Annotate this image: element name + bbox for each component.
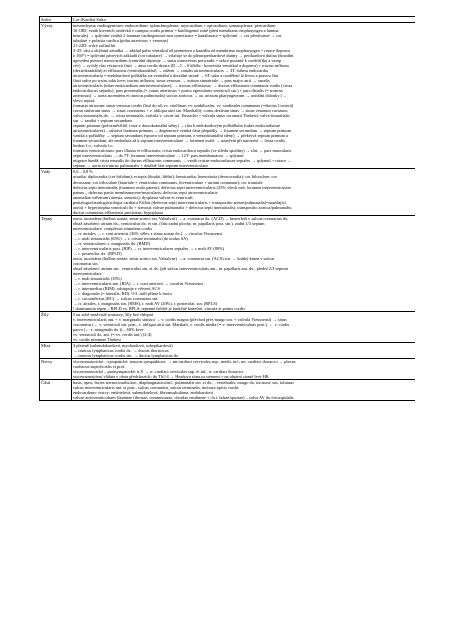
content-line: foramen secundum, ale nedorůstá až k septum interventriculare → foramen ovale → uzavření při narození → fossa ovalis, bbox=[73, 138, 286, 144]
heart-table bbox=[39, 16, 415, 401]
content-line: aorta, ascendens (bulbus aortae, sinus aortici sin. Valsalvae) → a. coronaria sin. (ACS) sin. → krátký kmen v sulcus bbox=[73, 255, 275, 261]
content-line: části srdce po srstru toku krve: tractus influxus: sinus venosus → ostium sinuatriale → pars major atrii → canalis bbox=[73, 78, 270, 84]
section-label: Vady bbox=[40, 169, 72, 215]
section-row bbox=[40, 380, 416, 401]
content-line: vv. cordis minimae Thebesi bbox=[73, 336, 121, 342]
section-row bbox=[40, 359, 416, 380]
content-line: v. interventricularis ant. + v. marginalis sinistra → v. cordis magna (přechod přes margo sin. + valvula Vieussensi) → sinus bbox=[73, 316, 287, 322]
section-content bbox=[72, 215, 416, 311]
content-line: defectus septi interatrialis (foramen ovale patens); defectus septi interventricularis (25% všech vad; foramen interventriculare bbox=[73, 184, 291, 190]
content-line: → truncus lymphaticus cordis dx. → ductus thoracicus bbox=[73, 348, 169, 354]
content-line: obtaž zásobení: atrium sin., ventriculus sin. et dx. (při sulcus interventricularis ant., m. papillaris ant. dx., přední 2/3 septum bbox=[73, 265, 288, 271]
section-row bbox=[40, 343, 416, 359]
content-line: anomaliae valvarum (atresia, stenosis); dysplasia valvae et ventriculi; bbox=[73, 194, 194, 200]
content-line: sulcus interventricularis ant. et post., sulcus coronarius, sulcus terminalis, incisura apicis cordis bbox=[73, 385, 239, 391]
section-label: Vývoj bbox=[40, 23, 72, 169]
content-line: 0,6 – 0,8 % bbox=[73, 169, 93, 175]
section-row bbox=[40, 311, 416, 342]
document-page bbox=[39, 16, 415, 622]
content-line: ! dominancia tepen – RPLD vs. RPLS; tepenné řečiště je funkčně konečné, vincula et points cordis bbox=[73, 305, 245, 311]
content-line: ductus communis effluxionis persistens; hypoplasia bbox=[73, 209, 163, 215]
content-line: o 160°) = splývání párových základů (cor tubulare) → vtlačuje se do pleuroperikardové dutiny → perikardová dutina (dorzální bbox=[73, 53, 294, 59]
content-line: aorta, ascendens (bulbus aortae, sinus aortici sin. Valsalvae) → a. coronaria dx. (ACD) → kmen leží v sulcus coronarius dx, bbox=[73, 215, 289, 221]
content-line: coronarius sin. bbox=[73, 260, 99, 266]
content-line: → rr. atriales → r. coni arteriosi (36% vělev z sinus aortae dx.) → circulus Vieussensi bbox=[73, 230, 222, 236]
content-line: pentalogia/tetralogia/trilogia cardiaca Falloti (defectus septi interventricularis + transpositio aortae/pulmonalis(=nasedající bbox=[73, 199, 286, 205]
content-line: limbus f.o., valvula f.o. bbox=[73, 143, 114, 149]
content-line: → r. diagonalis (= lateralis; RD): 0-3, míří přímo k hrotu bbox=[73, 290, 172, 296]
content-line: atrioventricularia = endokardové polštářky na ventrální a dorzální straně → 6T srůst a rozdělení la levou a pravou část bbox=[73, 73, 279, 79]
content-line: visceromotorické – parasympatické: n.X → rr. cardiaci cervicales sup. et inf., rr. cardiaci thoracici bbox=[73, 369, 244, 375]
section-content bbox=[72, 311, 416, 342]
content-line: → r. nodi sinuatrialis (65%) → r. cristae terminalis (do nodus SA) bbox=[73, 235, 188, 241]
content-line: arteriosus) → aorta ascendens et truncus pulmonalis) saccus aorticus → aa. arcuum pharyngeorum → aortální oblouky (→ bbox=[73, 93, 287, 99]
header-cell-1: Srdce bbox=[40, 17, 72, 23]
content-line: vlevo septa): bbox=[73, 98, 96, 104]
content-line: decussans; cor triloculare (biatriale + ventriculus communis, biventriculare + atrium commune); cor triatriale bbox=[73, 179, 263, 185]
section-row bbox=[40, 215, 416, 311]
content-line: migrace buněk crista neuralis do ductus effluxionis communis → vzník cristae endocardiacae septales → splynutí + rotace → bbox=[73, 158, 292, 164]
section-label: Tepny bbox=[40, 215, 72, 311]
content-line: 5 na sobě nezávislé soustavy; žíly bez chlopní bbox=[73, 311, 153, 317]
content-line: 3 pleteně (subendokardová, myokardová, subepikardová) bbox=[73, 343, 173, 348]
content-line: atrioventriculares) – zůstává foramen primum → degenerace vzniká části přepážky → foramen secundum → septum primum bbox=[73, 128, 291, 134]
section-row bbox=[40, 169, 416, 215]
content-line: patens – defectus partis membranaceae/muscularis; defectus septi atrioventricularis bbox=[73, 189, 218, 195]
content-line: → r. circumflexus (RC) → sulcus coronarius sin. bbox=[73, 295, 159, 301]
content-line: → r. nodi sinuatrialis (35%) bbox=[73, 275, 122, 281]
content-line: upevnění pomocí mesocardium (centrální depresje → sinus transversus pericardii + sekce postanů k cordeliťtku a vznip bbox=[73, 58, 282, 64]
content-line: → rr. ventriculares: r. marginalis dx. (RMD) bbox=[73, 240, 151, 246]
content-line: parva (← v. marginalis dx.)) – 60% krve bbox=[73, 326, 144, 332]
content-line: endocardiacus septalis): pars proximalis (= conus arteriosus + portio egressionis ventriculi sin.) + pars distalis (= truncus bbox=[73, 88, 283, 94]
content-line: atrioventricularis (tuber endocardium antrioventriculare); → tractus effluxionis: → ductus effluxionis communis cordis (crista bbox=[73, 83, 293, 89]
content-line: valvae atrioventriculares (laminae fibrosae, commissurae, chordae tendineae + ch.t. falsae/spuriae) – valva AV dx./tricuspidalis bbox=[73, 395, 294, 401]
section-content bbox=[72, 23, 416, 169]
content-line: → rr. atriales, r. marginalis sin. (RMS), r. nodi AV (20%), r. posterolat. sin. (RPLS) bbox=[73, 300, 218, 306]
section-label: Míza bbox=[40, 343, 72, 359]
content-line: formatio ventriculorum: pars illuxus et effluxionis; crista endocardiaca septalis (ve středu spodiny) → růst → pars muscularis bbox=[73, 148, 292, 154]
section-content bbox=[72, 169, 416, 215]
content-line: septi interventricularis → do 7T: foramen interventriculare → 12T: pars membranacea → splynutí bbox=[73, 153, 244, 159]
content-line: endocardium: vrstvy: endotelová, subendotelová, fibromuskulárna, endokardová bbox=[73, 390, 213, 396]
content-line: neuralis) → splývání vzniká 2 laminae cardiogenicae non syntetizace = kanaliasace = splývání → cor plexiforme → cor bbox=[73, 33, 282, 39]
content-line: interventriculare bbox=[73, 270, 102, 276]
content-line: 3-4T: růst a ohýbání zásadka → základ pulse ventrikul od premeteru a kaudálu od membrana oropharyngea + rotace doprava bbox=[73, 48, 290, 54]
content-line: → r. interventricularis post. (RIP) → rr. interventriculares septales → r. nodi AV (80%) bbox=[73, 245, 225, 251]
header-cell-2: Cor (Kardia) Srdce bbox=[72, 17, 416, 23]
section-label: Žíly bbox=[40, 311, 72, 342]
content-line: obtaž zásobení: atrium dx., ventriculus dx. et sin. (část zadní plochy, m. papillaris post. sin.), zadní 1/3 septum bbox=[73, 220, 265, 226]
content-line: septum primum (polozměsíčitě, roste z dorzokraniální stěny) → růst k endokardovým polštářkům (tuber endocardiacae bbox=[73, 123, 281, 129]
content-line: septum → aorta et truncus pulmonalis + dotálně část septum interventriculare bbox=[73, 163, 208, 169]
content-line: 16-18D: vznik krevních ostrůvků v campus cordis primus = kardiogenní zóně (před membrana oropharyngea a lamina bbox=[73, 28, 279, 34]
content-line: interventriculare, complexus stimulans cordis bbox=[73, 225, 153, 231]
content-line: → r. interventricularis ant. (RIA) → r. coni arteriosi → circulus Vieussensi bbox=[73, 280, 203, 286]
content-line: basis, apex; facies sternocostalis/ant., diaphragmatica/inf., pulmonalis sin. et dx.; , vertebralis; margo dx; incisura; sus, tolutuus bbox=[73, 380, 294, 386]
content-line: → truncus lymphaticus cordis sin. → ductus lymphaticus dx. bbox=[73, 353, 180, 359]
content-line: vv. ventriculi dx. ant. (= vv. cordis ant.) (2-4) bbox=[73, 331, 152, 337]
content-line: valva sinuatrialis dx. → crista terminalis, valvula v. cavae inf. Eustachii + valvula sinus coronarii Thebesii; valva sinuatrialis bbox=[73, 113, 290, 119]
section-content bbox=[72, 359, 416, 380]
content-line: (dextrokraniální) et effluxionis (ventrokaudální) → zúžení → canalis atrioventricularis → 4T: tubera endocardia bbox=[73, 68, 269, 74]
content-line: tubulare + polarita cardica (pohu arteriosus + venosus) bbox=[73, 38, 169, 44]
content-line: coronarius (← v. ventriculi sin. post., v. obliqua atrii sin. Marshali, v. cordis media (= v. interventricularis post.), ← v. cordis bbox=[73, 321, 290, 327]
section-content bbox=[72, 380, 416, 401]
section-content bbox=[72, 343, 416, 359]
section-row bbox=[40, 23, 416, 169]
content-line: → r. posterolat. dx. (RPLD) bbox=[73, 250, 122, 256]
content-line: formatio atriorum: sinus venosus cordis (listí do ní) vv. vitellinae, vv. umbilicales, vv. cardinales communes (=ductus Cuvieri)( bbox=[73, 103, 294, 109]
content-line: → r. intermedius (RIM): odstupuje z větvení ACS bbox=[73, 285, 160, 291]
content-line: 21-22D: srdce začíná bít bbox=[73, 43, 116, 49]
content-line: mesenchyma cardiogenicum: endocardium; splanchnopleura: myocardium + epicardium, somatopleura: pericardium bbox=[73, 23, 276, 29]
content-line: visceromotorické – sympatické: truncus sympathicus: → nn.cardiaci cervicales sup., medii, inf.; nn. cardiaci thoracici → plexus bbox=[73, 359, 296, 365]
content-line: sin → zaniká + septum secundum bbox=[73, 118, 132, 124]
section-label: Nervy bbox=[40, 359, 72, 380]
content-line: viscerosenzitivní vlákna v obou předchozích; do Th1-4 → Headova zóna za sternem + na ulnární straně levé HK bbox=[73, 374, 269, 380]
content-line: aorta) + hypertrophia ventriculi dx + stenosis valvae pulmonalis + defectus septi interatrialis); transpositio aortica/pulmonalis; bbox=[73, 204, 293, 210]
section-label: Části bbox=[40, 380, 72, 401]
content-line: cardiacus superficialis et prof. bbox=[73, 364, 126, 370]
content-line: vzniká z polštářky → septum secundum (vpravo od septum primum, z ventrokraniální stěny) → překrývá septum primum a bbox=[73, 133, 288, 139]
content-line: cornu sinistrum sinus → sinus coronarius + v. obliqua atrii sin. Marshalli); cornu dextrum sinus → sinus venarum cavarum; bbox=[73, 108, 288, 114]
content-line: cév) → rychlý růst výrazová části → ansa cordis dextra (D→C→S křídla - konvexita ventrikul a doprava) + tractus influxus bbox=[73, 63, 290, 69]
content-line: acardia; diplocardia (cor bifidum); ectopia (thrakti, břišní); hemicardia; heterotaxia (dextrocardia); cor biloculare; cor bbox=[73, 174, 277, 180]
